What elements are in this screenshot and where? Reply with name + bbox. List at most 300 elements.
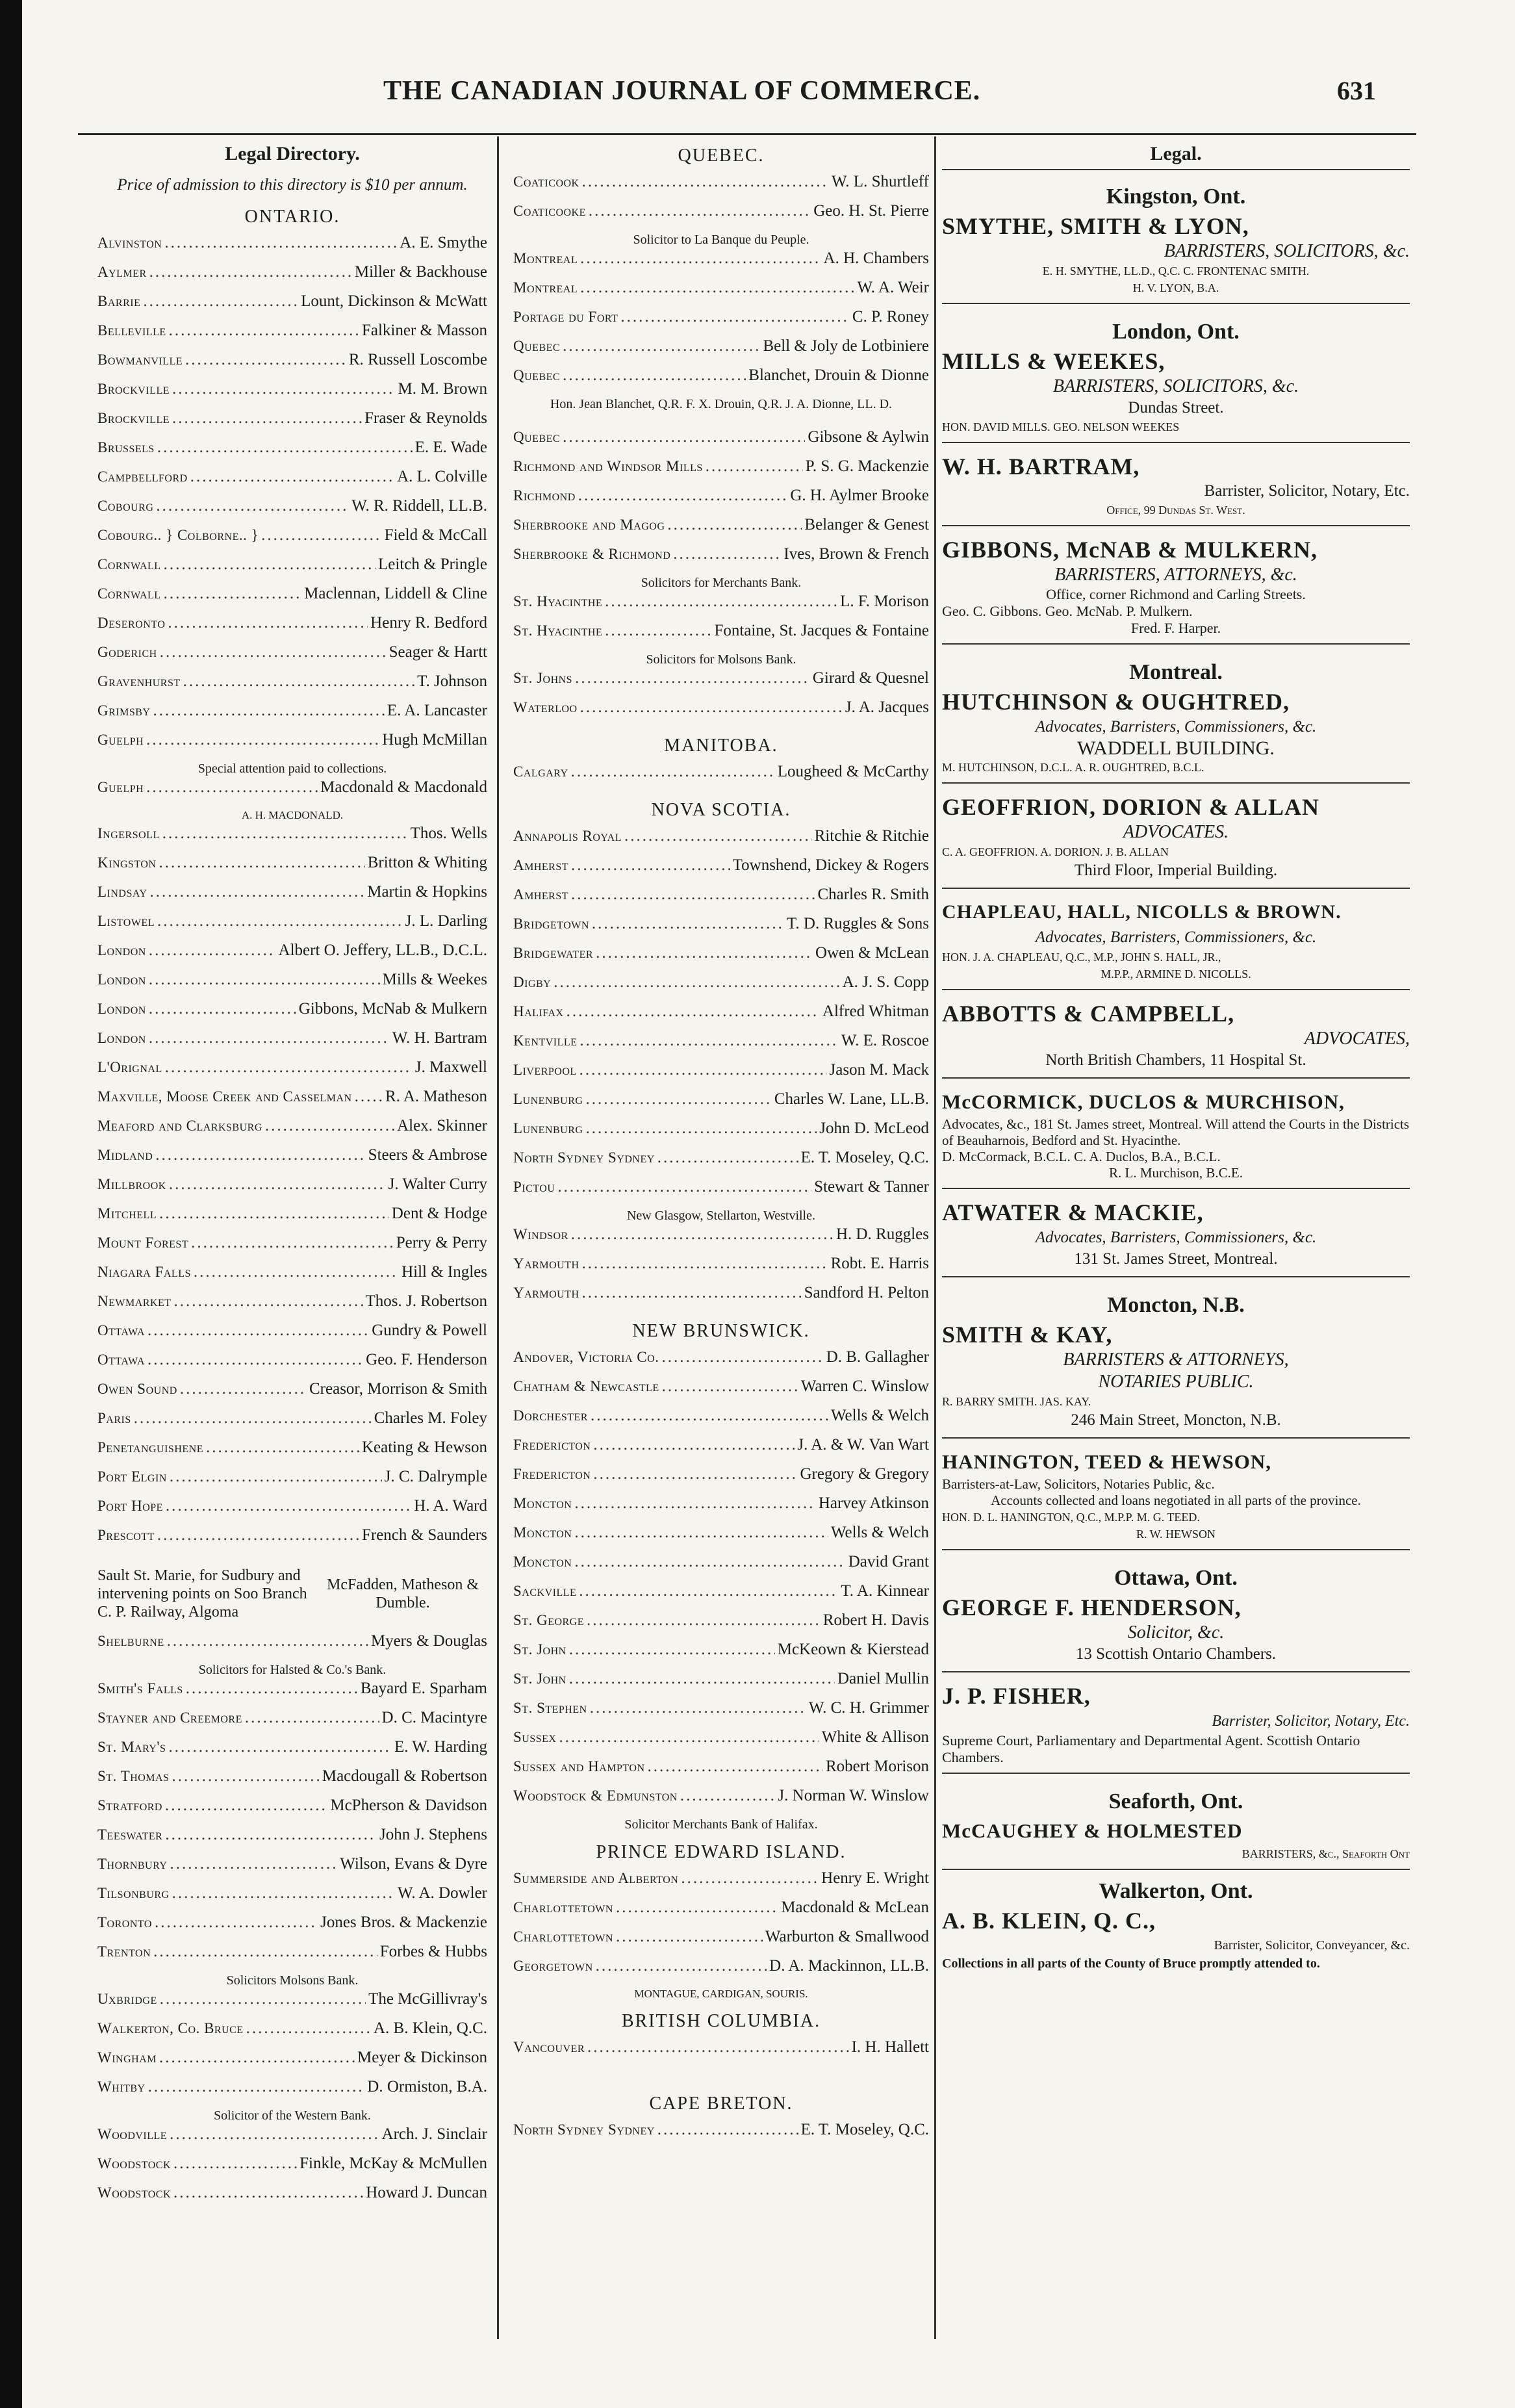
row-place: Ottawa [97,1322,146,1338]
row-place: L'Orignal [97,1059,162,1075]
row-firm: Charles W. Lane, LL.B. [774,1090,929,1108]
directory-row [97,380,487,409]
firm-name: McCORMICK, DUCLOS & MURCHISON, [942,1090,1345,1113]
firm-address: Office, corner Richmond and Carling Streets. [1046,586,1306,602]
leader-dots [190,468,394,486]
directory-row [97,234,487,263]
firm-name: GEOFFRION, DORION & ALLAN [942,794,1320,820]
directory-row [97,672,487,702]
row-place: Charlottetown [513,1899,613,1915]
row-note: MONTAGUE, CARDIGAN, SOURIS. [634,1988,808,2000]
row-note: New Glasgow, Stellarton, Westville. [626,1209,815,1223]
directory-row [97,1292,487,1322]
leader-dots [657,2121,798,2139]
row-place: Brockville [97,381,170,397]
card-klein [942,1879,1410,1971]
city-walkerton: Walkerton, Ont. [1099,1879,1253,1903]
row-firm: R. Russell Loscombe [348,351,487,368]
leader-dots [245,1709,379,1727]
row-place: Mitchell [97,1205,157,1222]
leader-dots [170,1468,382,1486]
leader-dots [355,1088,383,1106]
leader-dots [582,1284,802,1302]
firm-partners: HON. DAVID MILLS. GEO. NELSON WEEKES [942,420,1180,433]
row-firm: W. L. Shurtleff [832,173,929,190]
quebec-list-2 [513,250,929,396]
directory-row [513,1699,929,1728]
ontario-list-3 [97,825,487,1556]
row-note: Hon. Jean Blanchet, Q.R. F. X. Drouin, Q.R. J. A. Dionne, LL. D. [550,397,893,411]
directory-row [97,497,487,526]
row-firm: Maclennan, Liddell & Cline [304,585,487,602]
row-place: St. John [513,1641,567,1658]
ontario-list-4 [97,1632,487,1661]
directory-row [513,1032,929,1061]
firm-partners: H. V. LYON, B.A. [1132,281,1219,294]
row-firm: J. Maxwell [414,1058,487,1076]
directory-row [97,854,487,883]
card-henderson [942,1559,1410,1672]
leader-dots [147,1322,369,1340]
column-divider [497,136,499,2339]
leader-dots [574,1553,845,1571]
row-firm: E. W. Harding [394,1738,487,1756]
row-place: Moncton [513,1495,572,1511]
row-place: Brockville [97,410,170,426]
directory-row [97,1797,487,1826]
row-place: Sherbrooke & Richmond [513,546,671,562]
directory-row [513,366,929,396]
leader-dots [164,585,302,603]
leader-dots [150,883,365,901]
row-place: Lindsay [97,884,147,900]
directory-row [513,856,929,886]
row-firm: W. E. Roscoe [841,1032,929,1049]
row-firm: Meyer & Dickinson [357,2049,487,2066]
firm-partners: HON. D. L. HANINGTON, Q.C., M.P.P. M. G. TEED. [942,1511,1200,1524]
row-place: Newmarket [97,1293,172,1309]
firm-partners: Fred. F. Harper. [1130,620,1221,636]
row-place: Teeswater [97,1826,163,1843]
row-firm: P. S. G. Mackenzie [805,457,929,475]
leader-dots [157,439,413,457]
directory-row [97,1826,487,1855]
row-firm: Bayard E. Sparham [360,1680,487,1697]
cape-breton-list [513,2121,929,2150]
leader-dots [159,854,365,872]
row-firm: A. E. Smythe [400,234,487,251]
row-firm: McPherson & Davidson [330,1797,487,1814]
leader-dots [149,941,276,960]
firm-role: BARRISTERS, SOLICITORS, &c. [1164,241,1410,261]
leader-dots [580,250,821,268]
row-place: Sherbrooke and Magog [513,517,665,533]
row-place: Chatham & Newcastle [513,1378,659,1394]
leader-dots [164,234,397,252]
row-place: Moncton [513,1554,572,1570]
row-firm: Keating & Hewson [361,1439,487,1456]
directory-row [97,468,487,497]
section-new-brunswick: NEW BRUNSWICK. [632,1321,810,1341]
directory-row [513,2038,929,2068]
directory-row [513,1061,929,1090]
leader-dots [579,1061,827,1079]
leader-dots [206,1439,359,1457]
row-firm: J. Walter Curry [388,1175,487,1193]
row-place: Prescott [97,1527,155,1543]
leader-dots [579,1582,838,1600]
directory-row [97,971,487,1000]
leader-dots [587,1611,821,1630]
directory-row [97,526,487,556]
firm-address: WADDELL BUILDING. [1077,737,1275,759]
row-firm: E. A. Lancaster [387,702,487,719]
firm-role: BARRISTERS, &c., Seaforth Ont [1241,1847,1410,1860]
card-mccormick [942,1088,1410,1189]
leader-dots [172,1767,320,1786]
leader-dots [146,778,318,797]
row-place: Waterloo [513,699,578,715]
leader-dots [265,1117,394,1135]
row-firm: W. H. Bartram [392,1029,487,1047]
leader-dots [563,428,805,446]
row-firm: T. D. Ruggles & Sons [787,915,929,932]
leader-dots [571,856,730,875]
directory-row [97,585,487,614]
directory-row [97,2078,487,2107]
row-firm: Harvey Atkinson [818,1494,929,1512]
row-place: Stratford [97,1797,162,1813]
row-firm: Creasor, Morrison & Smith [309,1380,487,1398]
row-firm: D. Ormiston, B.A. [367,2078,487,2095]
row-place: Barrie [97,293,141,309]
firm-role: Barrister, Solicitor, Notary, Etc. [1212,1713,1410,1730]
directory-row [97,322,487,351]
directory-row [97,1234,487,1263]
row-firm: L. F. Morison [840,593,929,610]
row-firm: Gibbons, McNab & Mulkern [298,1000,487,1018]
directory-row [513,1120,929,1149]
firm-name: GEORGE F. HENDERSON, [942,1595,1241,1620]
row-place: Port Hope [97,1498,163,1514]
leader-dots [162,825,408,843]
directory-row [513,1494,929,1524]
row-place: Sussex and Hampton [513,1758,645,1774]
directory-row [97,439,487,468]
leader-dots [575,669,810,687]
pei-list [513,1869,929,1986]
row-firm: Bell & Joly de Lotbiniere [763,337,929,355]
leader-dots [673,545,781,563]
row-firm: Macdonald & Macdonald [320,778,487,796]
row-place: Listowel [97,913,155,929]
row-place: Georgetown [513,1958,593,1974]
leader-dots [593,1436,795,1454]
sault-firm: McFadden, Matheson & Dumble. [327,1576,479,1611]
row-place: Bridgetown [513,916,589,932]
row-place: Richmond [513,487,576,504]
directory-row [97,351,487,380]
row-firm: The McGillivray's [368,1990,487,2008]
directory-row [97,1943,487,1972]
directory-row [513,202,929,231]
row-firm: Geo. F. Henderson [366,1351,487,1368]
admission-note: Price of admission to this directory is $10 per annum. [117,176,468,194]
leader-dots [134,1409,372,1428]
row-place: Walkerton, Co. Bruce [97,2020,244,2036]
row-place: Whitby [97,2079,146,2095]
row-firm: D. B. Gallagher [826,1348,929,1366]
directory-row [97,1468,487,1497]
directory-row [513,1149,929,1178]
firm-role: BARRISTERS & ATTORNEYS, [1063,1350,1289,1370]
row-firm: Gibsone & Aylwin [808,428,929,446]
directory-row [97,2184,487,2213]
row-place: Montreal [513,250,578,266]
row-note: Solicitors for Halsted & Co.'s Bank. [198,1663,387,1677]
leader-dots [148,2078,365,2096]
row-firm: Townshend, Dickey & Rogers [732,856,929,874]
leader-dots [172,380,395,398]
leader-dots [592,915,784,933]
directory-row [513,2121,929,2150]
ontario-list-1 [97,234,487,760]
row-firm: H. D. Ruggles [835,1225,929,1243]
firm-body: Supreme Court, Parliamentary and Departmental Agent. Scottish Ontario Chambers. [942,1732,1360,1765]
directory-row [513,1524,929,1553]
directory-row [513,516,929,545]
leader-dots [170,2125,379,2144]
directory-row [513,1090,929,1120]
row-place: Port Elgin [97,1468,167,1485]
row-place: Annapolis Royal [513,828,622,844]
row-place: Sussex [513,1729,557,1745]
directory-row [513,1928,929,1957]
directory-row [513,763,929,792]
firm-role: Barrister, Solicitor, Conveyancer, &c. [1214,1938,1410,1953]
directory-row [513,1611,929,1641]
row-firm: Perry & Perry [396,1234,487,1251]
row-place: Fredericton [513,1437,591,1453]
leader-dots [596,944,813,962]
row-firm: Ives, Brown & French [783,545,929,563]
firm-partners: R. L. Murchison, B.C.E. [1109,1165,1243,1181]
directory-row [513,1758,929,1787]
row-place: Richmond and Windsor Mills [513,458,703,474]
directory-row [97,883,487,912]
row-firm: Dent & Hodge [391,1205,487,1222]
row-place: St. John [513,1671,567,1687]
directory-row [97,1990,487,2019]
row-place: Woodstock & Edmunston [513,1787,678,1804]
directory-row [513,698,929,728]
leader-dots [557,1178,811,1196]
directory-row [97,1439,487,1468]
card-abbotts [942,999,1410,1079]
card-mills [942,313,1410,443]
directory-row [97,1855,487,1884]
leader-dots [160,1990,366,2008]
leader-dots [569,1641,775,1659]
row-place: Bridgewater [513,945,594,961]
leader-dots [580,279,854,297]
row-place: Goderich [97,644,157,660]
directory-row [513,1670,929,1699]
row-place: St. George [513,1612,585,1628]
leader-dots [155,1914,318,1932]
leader-dots [157,1526,359,1544]
directory-row [513,622,929,651]
row-place: Cornwall [97,585,161,602]
row-firm: W. C. H. Grimmer [808,1699,929,1717]
row-firm: Ritchie & Ritchie [814,827,929,845]
card-smith-kay [942,1287,1410,1439]
row-firm: Stewart & Tanner [814,1178,929,1196]
row-firm: D. C. Macintyre [381,1709,487,1726]
firm-partners: D. McCormack, B.C.L. C. A. Duclos, B.A., B.C.L. [942,1149,1221,1164]
card-fisher [942,1682,1410,1774]
row-firm: Robert H. Davis [822,1611,929,1629]
firm-role: Advocates, Barristers, Commissioners, &c. [1035,718,1317,736]
directory-row [513,173,929,202]
row-firm: Lount, Dickinson & McWatt [301,292,487,310]
firm-address: Dundas Street. [1128,399,1224,416]
directory-row [513,337,929,366]
row-place: Cobourg [97,498,154,514]
leader-dots [574,1524,828,1542]
row-place: St. Johns [513,670,573,686]
leader-dots [246,2019,371,2038]
ontario-list-6 [97,1990,487,2107]
card-chapleau [942,898,1410,990]
directory-row [513,669,929,698]
row-place: North Sydney Sydney [513,2121,655,2138]
row-firm: Wilson, Evans & Dyre [340,1855,487,1873]
directory-row [513,1003,929,1032]
row-place: Kentville [513,1032,578,1049]
row-place: London [97,942,146,958]
row-firm: J. C. Dalrymple [384,1468,487,1485]
card-gibbons [942,535,1410,645]
leader-dots [173,2184,363,2202]
row-place: Mount Forest [97,1235,189,1251]
row-place: Amherst [513,886,569,903]
directory-row [97,1380,487,1409]
row-note: Solicitors for Merchants Bank. [641,576,802,590]
row-firm: Wells & Welch [830,1407,929,1424]
directory-row [513,1178,929,1207]
row-place: Quebec [513,429,561,445]
row-firm: Miller & Backhouse [354,263,487,281]
row-firm: Sandford H. Pelton [804,1284,929,1301]
leader-dots [168,1738,391,1756]
directory-row [97,263,487,292]
row-place: Aylmer [97,264,147,280]
card-atwater [942,1198,1410,1277]
legal-heading: Legal. [942,143,1410,170]
row-place: Trenton [97,1943,151,1960]
firm-role: Solicitor, &c. [1127,1622,1225,1643]
row-firm: T. A. Kinnear [841,1582,929,1600]
directory-row [97,1526,487,1556]
row-place: Toronto [97,1914,152,1930]
row-note: Solicitors for Molsons Bank. [646,652,796,667]
row-firm: Leitch & Pringle [377,556,487,573]
row-firm: Fraser & Reynolds [364,409,487,427]
directory-row [97,292,487,322]
row-firm: M. M. Brown [398,380,487,398]
directory-row [97,2155,487,2184]
firm-name: J. P. FISHER, [942,1683,1091,1709]
row-place: London [97,1001,146,1017]
row-firm: Alfred Whitman [822,1003,929,1020]
row-place: Lunenburg [513,1091,583,1107]
leader-dots [567,1003,820,1021]
leader-dots [149,263,352,281]
leader-dots [571,886,815,904]
leader-dots [593,1465,797,1483]
row-place: Halifax [513,1003,564,1019]
row-firm: Girard & Quesnel [812,669,929,687]
leader-dots [582,173,829,191]
directory-row [513,1899,929,1928]
row-firm: David Grant [848,1553,929,1570]
row-place: Campbellford [97,468,188,485]
directory-row [97,1884,487,1914]
firm-name: SMYTHE, SMITH & LYON, [942,213,1249,239]
directory-row [513,487,929,516]
row-firm: Robert Morison [825,1758,929,1775]
row-place: Moncton [513,1524,572,1541]
row-place: Coaticooke [513,203,586,219]
row-place: Coaticook [513,173,579,190]
row-firm: Jones Bros. & Mackenzie [320,1914,487,1931]
row-firm: Thos. Wells [410,825,487,842]
row-firm: Macdougall & Robertson [322,1767,487,1785]
leader-dots [155,1146,365,1164]
row-firm: Fontaine, St. Jacques & Fontaine [714,622,929,639]
row-firm: Warburton & Smallwood [765,1928,929,1945]
row-firm: Belanger & Genest [804,516,929,533]
leader-dots [149,971,380,989]
row-place: Digby [513,974,552,990]
leader-dots [589,202,811,220]
firm-name: A. B. KLEIN, Q. C., [942,1908,1156,1934]
directory-row [513,1957,929,1986]
card-hutchinson [942,654,1410,784]
row-firm: Macdonald & McLean [781,1899,929,1916]
row-place: Bowmanville [97,352,183,368]
leader-dots [579,1032,838,1050]
leader-dots [580,698,843,717]
directory-row [513,1787,929,1816]
firm-address: Office, 99 Dundas St. West. [1106,504,1245,517]
directory-row [97,1914,487,1943]
directory-row [97,912,487,941]
row-place: Vancouver [513,2039,585,2055]
card-mccaughey [942,1783,1410,1870]
directory-row [97,731,487,760]
leader-dots [667,516,802,534]
row-place: Woodstock [97,2184,172,2201]
row-firm: A. H. Chambers [823,250,929,267]
row-place: Summerside and Alberton [513,1870,679,1886]
ontario-list-7 [97,2125,487,2213]
directory-row [513,1641,929,1670]
directory-row [513,593,929,622]
directory-row [97,1117,487,1146]
row-place: Maxville, Moose Creek and Casselman [97,1088,352,1105]
